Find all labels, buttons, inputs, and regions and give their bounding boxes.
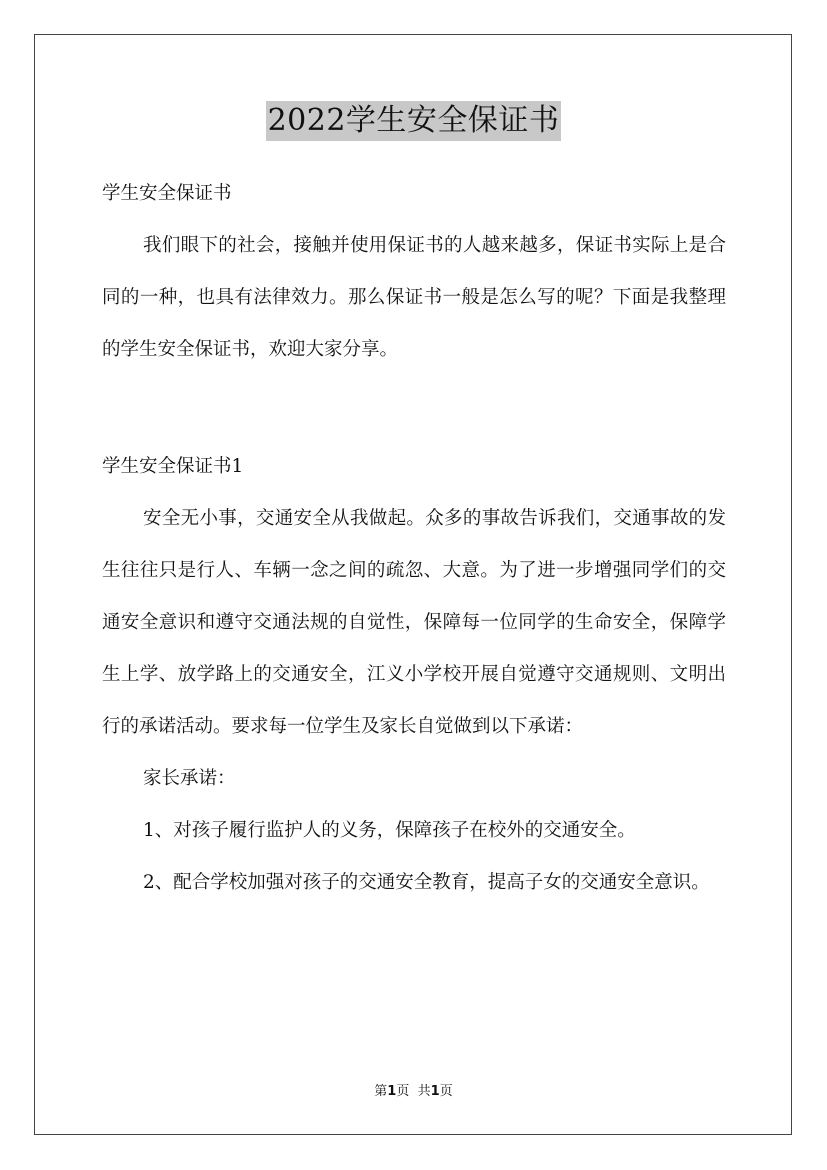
page-prefix: 第: [374, 1084, 388, 1099]
page-suffix: 页: [396, 1084, 410, 1099]
section-heading: 学生安全保证书: [102, 183, 232, 204]
page-number: 1: [387, 1084, 397, 1099]
commitment-item-2: 2、配合学校加强对孩子的交通安全教育，提高子女的交通安全意识。: [143, 872, 710, 893]
total-suffix: 页: [439, 1084, 453, 1099]
commitment-item-1: 1、对孩子履行监护人的义务，保障孩子在校外的交通安全。: [143, 820, 636, 841]
document-title: 2022学生安全保证书: [266, 101, 562, 141]
total-pages: 1: [430, 1084, 440, 1099]
intro-paragraph: 我们眼下的社会，接触并使用保证书的人越来越多，保证书实际上是合同的一种，也具有法律效力。那么保证书一般是怎么写的呢？下面是我整理的学生安全保证书，欢迎大家分享。: [102, 235, 726, 360]
page-footer: [0, 1083, 827, 1101]
section-heading-1: 学生安全保证书1: [102, 456, 244, 477]
document-body-top: [102, 168, 726, 376]
document-body-main: [102, 441, 726, 909]
body-paragraph: 安全无小事，交通安全从我做起。众多的事故告诉我们，交通事故的发生往往只是行人、车辆一念之间的疏忽、大意。为了进一步增强同学们的交通安全意识和遵守交通法规的自觉性，保障每一位同学的生命安全，保障学生上学、放学路上的交通安全，江义小学校开展自觉遵守交通规则、文明出行的承诺活动。要求每一位学生及家长自觉做到以下承诺：: [102, 508, 726, 737]
title-container: [0, 101, 827, 141]
total-prefix: 共: [417, 1084, 431, 1099]
parent-commitment-heading: 家长承诺：: [143, 768, 236, 789]
